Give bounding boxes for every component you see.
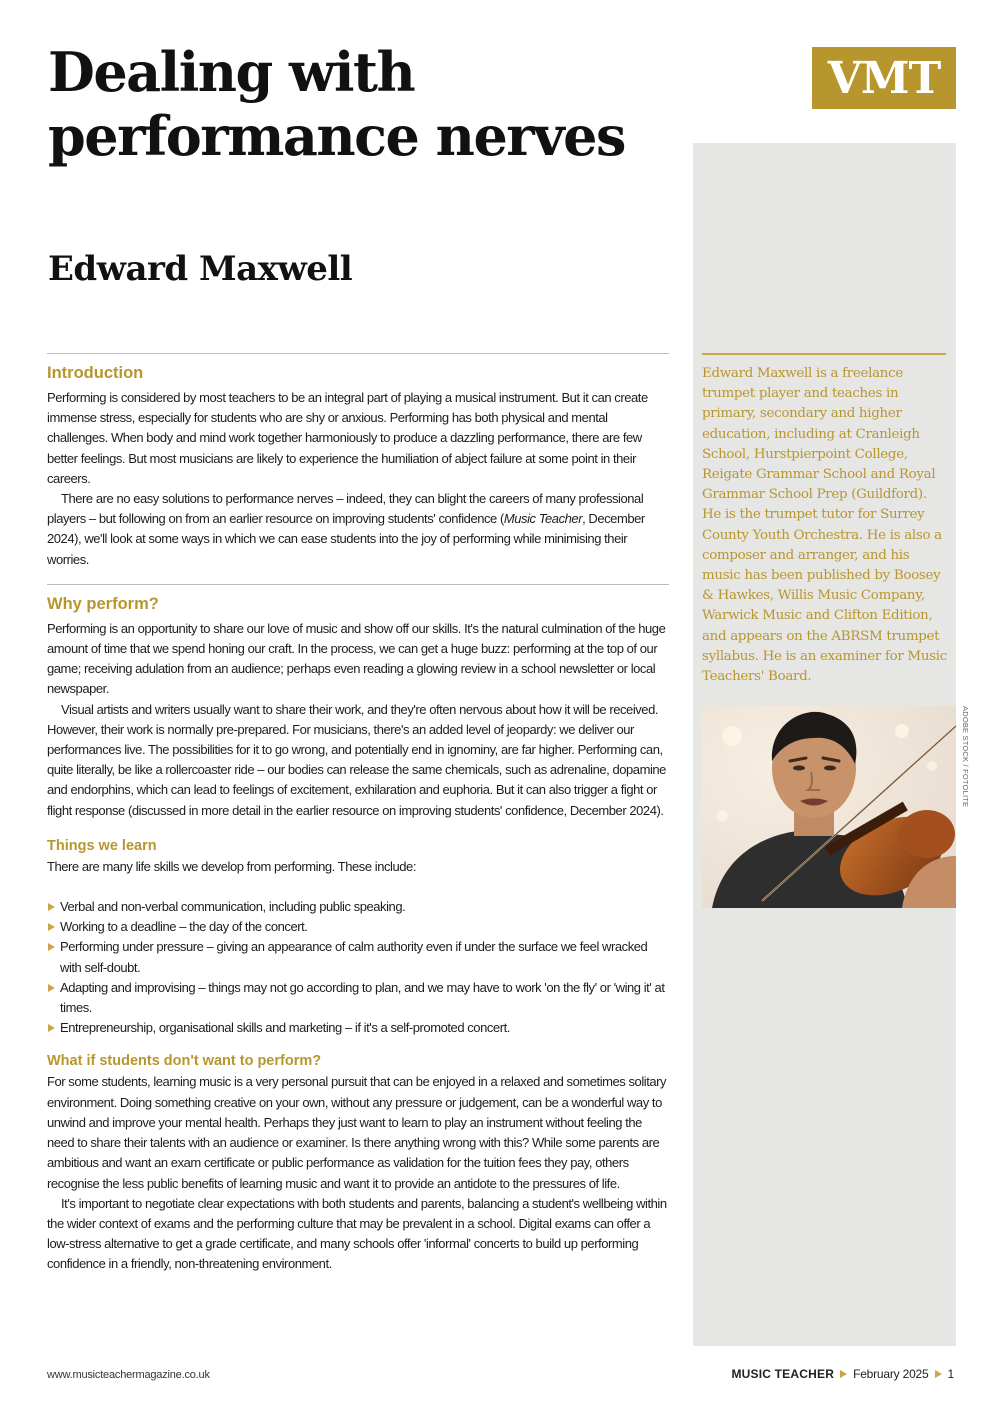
why-paragraph-2: Visual artists and writers usually want to share their work, and they're often nervous about how it will be received. However, their work is normally pre-prepared. For musicians, there's an added level of jeopardy: we deliver our performances live. The possibilities for it to go wrong, and potentially end in ignominy, are far higher. Performing can, quite literally, be like a rollercoaster ride – our bodies can release the same chemicals, such as adrenaline, dopamine and endorphins, which can lead to feelings of excitement, exhilaration and euphoria. But it can also trigger a fight or flight response (discussed in more detail in the earlier resource on improving students' confidence, December 2024). xyxy=(47,701,666,818)
why-paragraph-1: Performing is an opportunity to share our love of music and show off our skills. It's the natural culmination of the huge amount of time that we spend honing our craft. In the process, we can get a huge buzz: performing at the top of our game; receiving adulation from an audience; perhaps even reading a glowing review in a school newsletter or local newspaper. xyxy=(47,620,666,697)
footer-issue-date: February 2025 xyxy=(853,1367,929,1381)
footer-page-number: 1 xyxy=(947,1367,954,1381)
list-item xyxy=(47,917,669,937)
violinist-illustration xyxy=(702,706,956,908)
article-body xyxy=(47,353,669,1275)
footer-issue-info xyxy=(731,1367,954,1381)
heading-things-we-learn: Things we learn xyxy=(47,837,157,854)
footer-magazine-name: MUSIC TEACHER xyxy=(731,1367,835,1381)
intro-paragraph-1: Performing is considered by most teachers to be an integral part of playing a musical instrument. But it can create immense stress, especially for students who are shy or anxious. Performing has both physical and mental challenges. When body and mind work together harmoniously to produce a dazzling performance, there are few better feelings. But most musicians are likely to experience the humiliation of abject failure at some point in their careers. xyxy=(47,390,648,486)
photo-credit: ADOBE STOCK / FOTOLITE xyxy=(961,706,970,808)
bullet-triangle-icon xyxy=(48,923,55,931)
heading-why-perform: Why perform? xyxy=(47,594,159,613)
list-item xyxy=(47,978,669,1018)
heading-students-dont-perform: What if students don't want to perform? xyxy=(47,1053,322,1070)
title-line-1: Dealing with xyxy=(48,40,415,104)
bullet-triangle-icon xyxy=(48,903,55,911)
list-item-text: Entrepreneurship, organisational skills and marketing – if it's a self-promoted concert. xyxy=(60,1020,510,1036)
footer-triangle-icon xyxy=(840,1370,847,1378)
intro-p2-citation: Music Teacher xyxy=(503,511,583,527)
vmt-logo: VMT xyxy=(812,47,956,109)
bio-divider xyxy=(702,353,946,355)
skills-list xyxy=(47,897,669,1038)
list-item-text: Performing under pressure – giving an appearance of calm authority even if under the surface we feel wracked with self-doubt. xyxy=(60,939,648,975)
footer-website: www.musicteachermagazine.co.uk xyxy=(47,1369,210,1381)
list-item-text: Verbal and non-verbal communication, including public speaking. xyxy=(60,899,406,915)
list-item xyxy=(47,937,669,977)
learn-intro: There are many life skills we develop from performing. These include: xyxy=(47,858,416,874)
title-line-2: performance nerves xyxy=(48,104,625,168)
bullet-triangle-icon xyxy=(48,984,55,992)
intro-p2-text-a: There are no easy solutions to performance nerves – indeed, they can blight the careers of many professional players – but following on from an earlier resource on improving students' confidence ( xyxy=(47,491,644,527)
section-divider xyxy=(47,584,669,585)
intro-p2-text-b: , December 2024), we'll look at some ways in which we can ease students into the joy of performing while minimising their worries. xyxy=(47,511,645,567)
list-item-text: Working to a deadline – the day of the concert. xyxy=(60,919,308,935)
dont-paragraph-2: It's important to negotiate clear expectations with both students and parents, balancing a student's wellbeing within the wider context of exams and the performing culture that may be prevalent in a school. Digital exams can offer a low-stress alternative to get a grade certificate, and many schools offer 'informal' concerts to build up performing confidence in a friendly, non-threatening environment. xyxy=(47,1195,667,1272)
intro-paragraph-2 xyxy=(47,489,669,570)
footer-triangle-icon xyxy=(935,1370,942,1378)
article-title xyxy=(48,40,625,168)
heading-introduction: Introduction xyxy=(47,364,144,382)
bullet-triangle-icon xyxy=(48,943,55,951)
list-item xyxy=(47,897,669,917)
dont-paragraph-1: For some students, learning music is a very personal pursuit that can be enjoyed in a relaxed and sometimes solitary environment. Doing something creative on your own, without any pressure or judgement, can be a wonderful way to unwind and improve your mental health. Perhaps they just want to learn to play an instrument without feeling the need to share their talents with an audience or examiner. Is there anything wrong with this? While some parents are ambitious and want an exam certificate or public performance as validation for the tuition fees they pay, others recognise the less public benefits of learning music and want it to provide an antidote to the pressures of life. xyxy=(47,1074,667,1191)
author-bio: Edward Maxwell is a freelance trumpet player and teaches in primary, secondary and higher education, including at Cranleigh School, Hurstpierpoint College, Reigate Grammar School and Royal Grammar School Prep (Guildford). He is the trumpet tutor for Surrey County Youth Orchestra. He is also a composer and arranger, and his music has been published by Boosey & Hawkes, Willis Music Company, Warwick Music and Clifton Edition, and appears on the ABRSM trumpet syllabus. He is an examiner for Music Teachers' Board. xyxy=(702,366,947,685)
list-item-text: Adapting and improvising – things may not go according to plan, and we may have to work 'on the fly' or 'wing it' at times. xyxy=(60,979,665,1016)
list-item xyxy=(47,1018,669,1038)
bullet-triangle-icon xyxy=(48,1024,55,1032)
section-divider xyxy=(47,353,669,354)
violinist-photo xyxy=(702,706,956,908)
author-name: Edward Maxwell xyxy=(48,249,353,289)
